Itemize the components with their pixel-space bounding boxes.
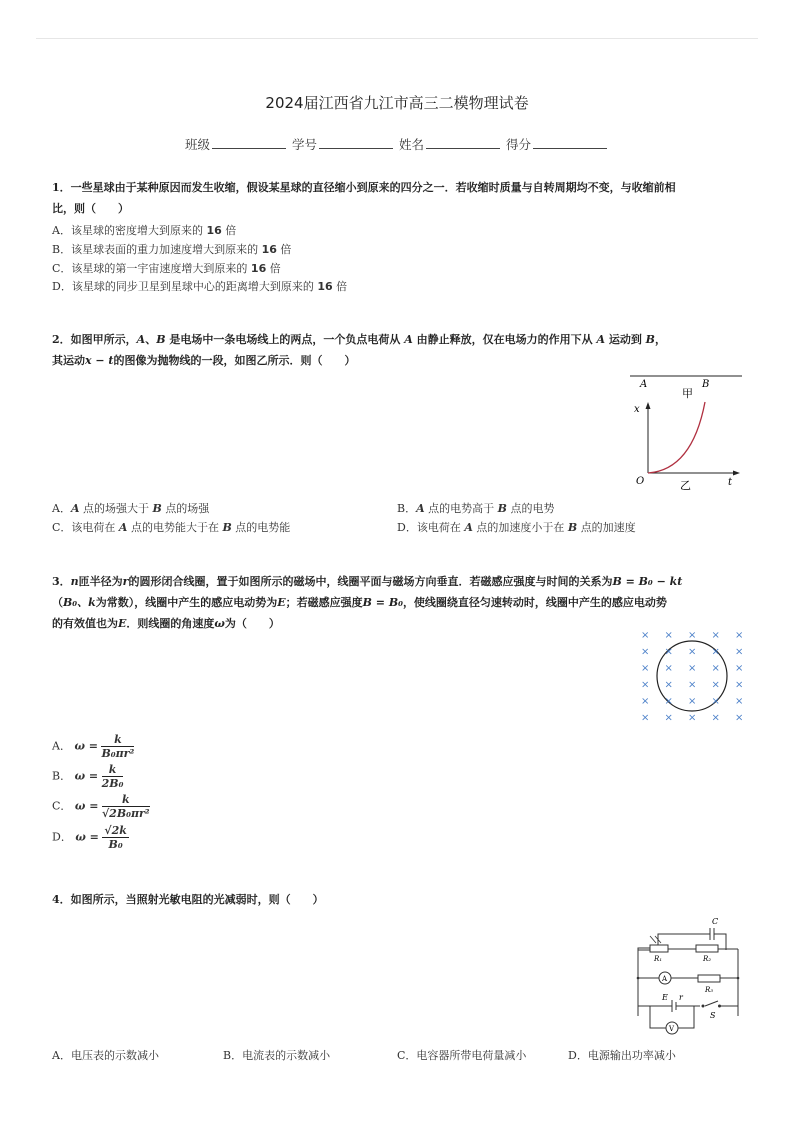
field-cross-mark: × [664,696,673,707]
q3-magnetic-field-figure [636,628,748,726]
q2-option-b[interactable]: B．A 点的电势高于 B 点的电势 [397,502,555,515]
field-cross-mark: × [641,663,650,674]
field-cross-mark: × [688,712,697,724]
q4-option-b[interactable]: B．电流表的示数减小 [223,1049,331,1062]
q3-line2: （B₀、k为常数），线圈中产生的感应电动势为E；若磁感应强度B = B₀，使线圈绕直径匀速转动时，线圈中产生的感应电动势 [52,596,667,609]
field-cross-mark: × [641,679,650,691]
q3-option-a[interactable]: A． ω = $\frac{k}{\text{B₀πr²}}$ [52,733,135,760]
field-cross-mark: × [735,696,744,707]
field-cross-mark: × [641,712,650,724]
class-label: 班级 [184,137,210,152]
label-r2: R₂ [703,955,712,963]
fig-label-a: A [640,379,648,390]
fig-label-b: B [702,379,710,390]
label-voltmeter: V [669,1025,675,1033]
page-title: 2024届江西省九江市高三二模物理试卷 [265,94,529,112]
label-r1: R₁ [654,955,663,963]
field-cross-mark: × [735,679,744,691]
fig-label-yi: 乙 [680,479,691,492]
field-cross-mark: × [688,630,697,641]
field-cross-mark: × [688,679,697,691]
field-cross-mark: × [664,630,673,641]
q3-option-c[interactable]: C． ω = $\frac{k}{\text{√2B₀πr²}}$ [52,793,150,820]
field-cross-mark: × [735,646,744,658]
field-cross-mark: × [735,712,744,724]
q1-option-a[interactable]: A．该星球的密度增大到原来的 16 倍 [52,224,237,237]
id-label: 学号 [291,137,317,152]
q2-figure [620,366,750,494]
q2-option-a[interactable]: A．A 点的场强大于 B 点的场强 [52,502,210,515]
label-e: E [662,993,668,1002]
question-3-stem [52,571,742,634]
q4-option-c[interactable]: C．电容器所带电荷量减小 [397,1049,527,1062]
q2-line1: 2．如图甲所示，A、B 是电场中一条电场线上的两点，一个负点电荷从 A 由静止释放，仅在电场力的作用下从 A 运动到 B， [52,333,666,346]
label-r3: R₃ [705,986,714,994]
name-label: 姓名 [398,137,424,152]
q4-option-d[interactable]: D．电源输出功率减小 [568,1049,676,1062]
field-cross-mark: × [688,663,697,674]
score-label: 得分 [505,137,531,152]
field-cross-mark: × [688,646,697,658]
field-cross-mark: × [664,679,673,691]
field-cross-mark: × [664,646,673,658]
id-blank[interactable] [319,136,393,149]
q1-option-c[interactable]: C．该星球的第一宇宙速度增大到原来的 16 倍 [52,262,281,275]
q1-line2: 比，则（ ） [52,202,129,215]
q1-option-b[interactable]: B．该星球表面的重力加速度增大到原来的 16 倍 [52,243,292,256]
q3-line3: 的有效值也为E．则线圈的角速度ω为（ ） [52,617,280,630]
field-cross-mark: × [664,712,673,724]
q2-line2: 其运动x − t的图像为抛物线的一段，如图乙所示．则（ ） [52,354,356,367]
q1-option-d[interactable]: D．该星球的同步卫星到星球中心的距离增大到原来的 16 倍 [52,280,348,293]
score-blank[interactable] [533,136,607,149]
field-cross-mark: × [711,663,720,674]
question-2-stem [52,329,742,371]
q4-circuit-figure [630,912,746,1038]
label-r: r [679,993,683,1002]
field-cross-mark: × [688,696,697,707]
q2-option-d[interactable]: D．该电荷在 A 点的加速度小于在 B 点的加速度 [397,521,636,534]
q2-option-c[interactable]: C．该电荷在 A 点的电势能大于在 B 点的电势能 [52,521,291,534]
class-blank[interactable] [212,136,286,149]
field-cross-mark: × [711,679,720,691]
field-cross-mark: × [735,663,744,674]
label-ammeter: A [662,975,668,983]
q3-option-b[interactable]: B． ω = $\frac{k}{\text{2B₀}}$ [52,763,124,790]
field-cross-mark: × [711,630,720,641]
fig-label-t: t [728,477,733,488]
question-1-stem [52,177,742,219]
field-cross-mark: × [735,630,744,641]
q1-line1: 1．一些星球由于某种原因而发生收缩，假设某星球的直径缩小到原来的四分之一．若收缩时质量与自转周期均不变，与收缩前相 [52,181,676,194]
question-4-stem: 4．如图所示，当照射光敏电阻的光减弱时，则（ ） [52,893,324,906]
field-cross-mark: × [711,696,720,707]
label-c: C [712,917,719,926]
q4-option-a[interactable]: A．电压表的示数减小 [52,1049,159,1062]
student-info-line [0,135,794,153]
header-rule [36,38,758,39]
field-cross-mark: × [641,630,650,641]
field-cross-mark: × [711,712,720,724]
fig-label-o: O [636,476,645,487]
field-cross-mark: × [641,696,650,707]
label-s: S [710,1011,716,1020]
field-cross-mark: × [711,646,720,658]
q3-line1: 3．n匝半径为r的圆形闭合线圈，置于如图所示的磁场中，线圈平面与磁场方向垂直．若磁感应强度与时间的关系为B = B₀ − kt [52,575,683,588]
field-cross-mark: × [664,663,673,674]
fig-label-x: x [634,404,640,415]
fig-label-jia: 甲 [682,387,693,400]
field-cross-mark: × [641,646,650,658]
q3-option-d[interactable]: D． ω = $\frac{√2k}{\text{B₀}}$ [52,824,127,851]
name-blank[interactable] [426,136,500,149]
